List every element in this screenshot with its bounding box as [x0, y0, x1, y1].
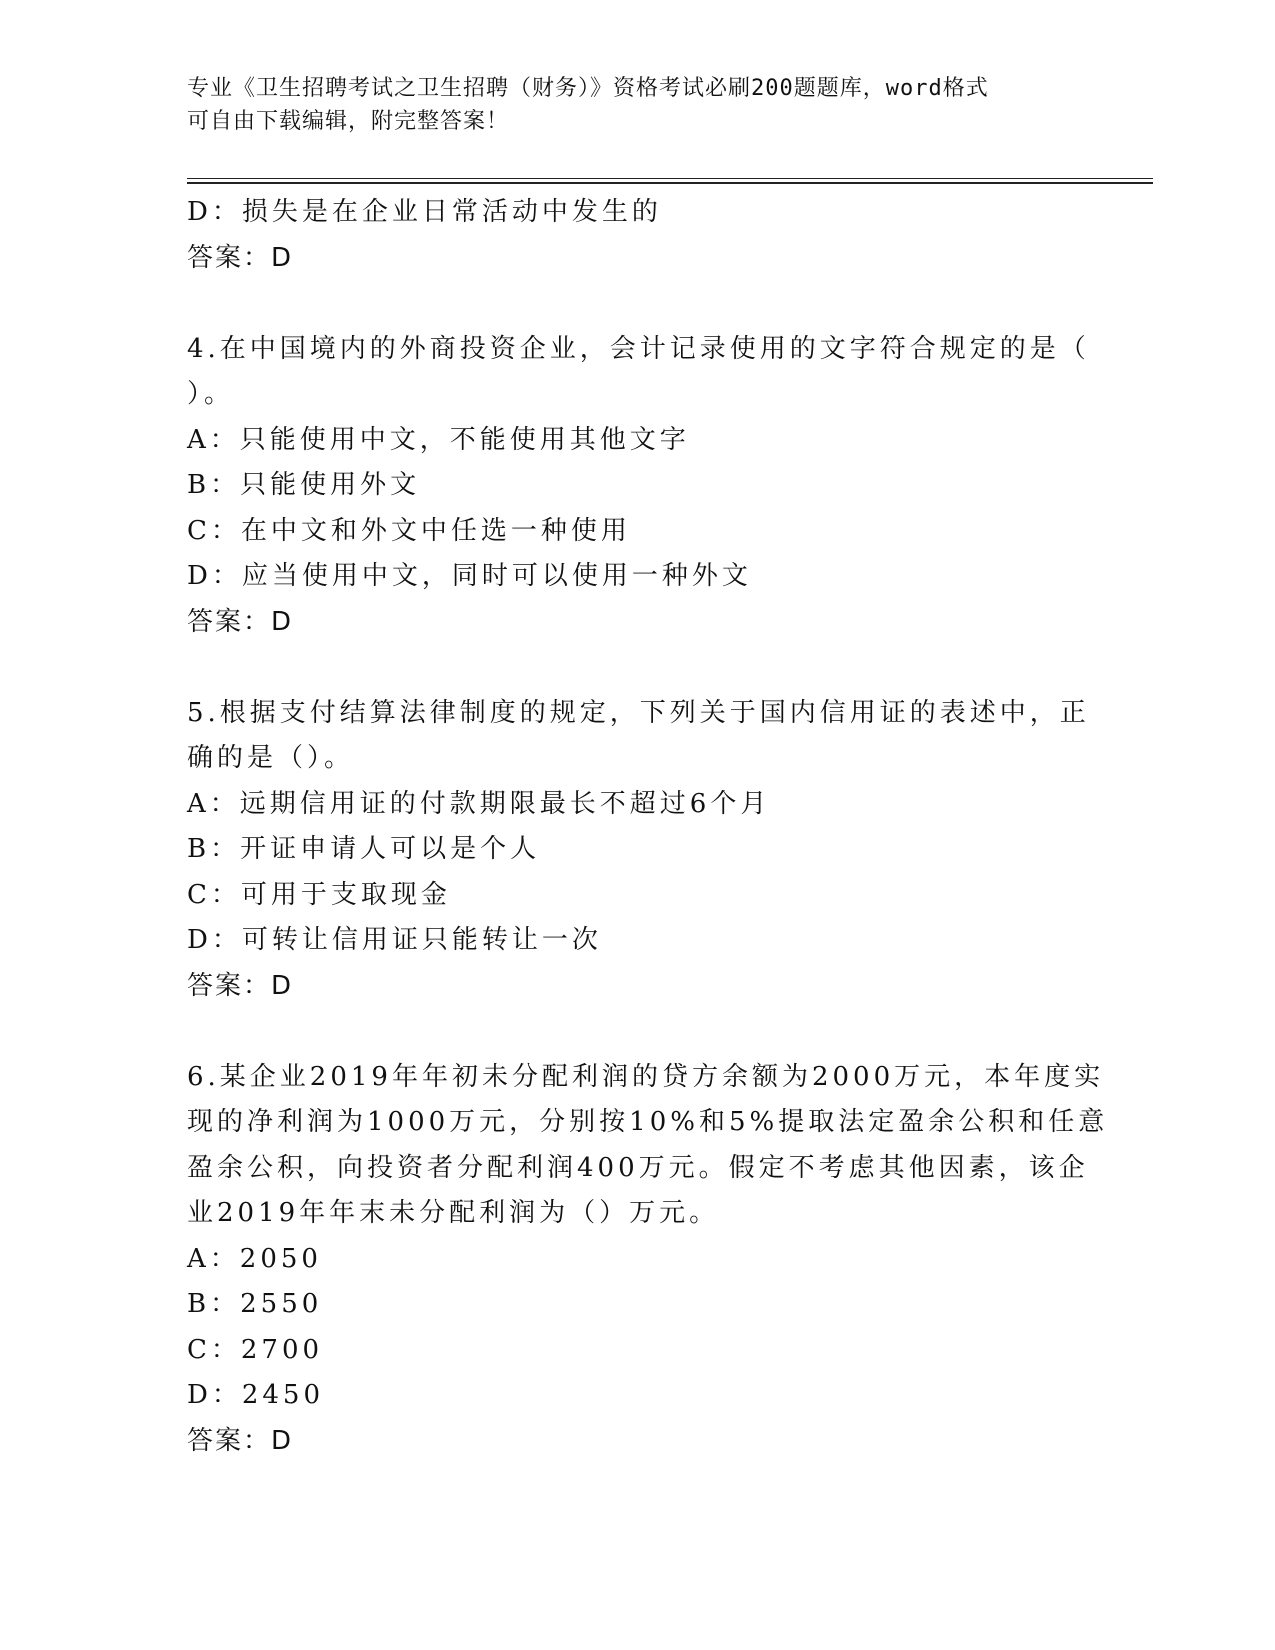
document-header [187, 72, 1067, 138]
question-stem-line: 6.某企业2019年年初未分配利润的贷方余额为2000万元，本年度实 [187, 1061, 1105, 1092]
option-a: A：只能使用中文，不能使用其他文字 [187, 424, 690, 455]
option-c: C：在中文和外文中任选一种使用 [187, 515, 631, 546]
option-b: B：2550 [187, 1289, 323, 1319]
spacer [187, 1009, 1087, 1055]
option-d: D：可转让信用证只能转让一次 [187, 925, 602, 955]
question-stem-line: 确的是（）。 [187, 743, 355, 773]
option-d: D：应当使用中文，同时可以使用一种外文 [187, 561, 752, 591]
question-stem-line: 5.根据支付结算法律制度的规定，下列关于国内信用证的表述中，正 [187, 697, 1090, 728]
option-a: A：远期信用证的付款期限最长不超过6个月 [187, 788, 771, 819]
answer-line: 答案：D [187, 970, 294, 1001]
answer-line: 答案：D [187, 1425, 294, 1456]
question-stem-line: 现的净利润为1000万元，分别按10%和5%提取法定盈余公积和任意 [187, 1107, 1109, 1137]
header-divider-thick [187, 182, 1153, 184]
question-4 [187, 327, 1090, 646]
answer-line: 答案：D [187, 606, 294, 637]
header-line-1: 专业《卫生招聘考试之卫生招聘（财务）》资格考试必刷200题题库，word格式 [187, 76, 989, 101]
question-list [187, 190, 1109, 1464]
question-stem-line: 盈余公积，向投资者分配利润400万元。假定不考虑其他因素，该企 [187, 1152, 1089, 1183]
question-5 [187, 691, 1090, 1010]
question-stem-line: 4.在中国境内的外商投资企业，会计记录使用的文字符合规定的是（ [187, 333, 1090, 364]
question-stem-line: ）。 [187, 379, 235, 409]
option-d: D：2450 [187, 1380, 325, 1410]
question-stem-line: 业2019年年末未分配利润为（）万元。 [187, 1198, 720, 1228]
option-b: B：开证申请人可以是个人 [187, 834, 541, 864]
spacer [187, 281, 1087, 327]
question-3-tail [187, 190, 1087, 281]
answer-line: 答案：D [187, 242, 294, 273]
question-6 [187, 1055, 1109, 1465]
option-a: A：2050 [187, 1243, 322, 1274]
option-b: B：只能使用外文 [187, 470, 421, 500]
option-d: D：损失是在企业日常活动中发生的 [187, 197, 662, 227]
header-line-2: 可自由下载编辑，附完整答案！ [187, 109, 510, 134]
header-divider-thin [187, 178, 1153, 179]
option-c: C：可用于支取现金 [187, 879, 451, 910]
option-c: C：2700 [187, 1334, 324, 1365]
spacer [187, 645, 1087, 691]
